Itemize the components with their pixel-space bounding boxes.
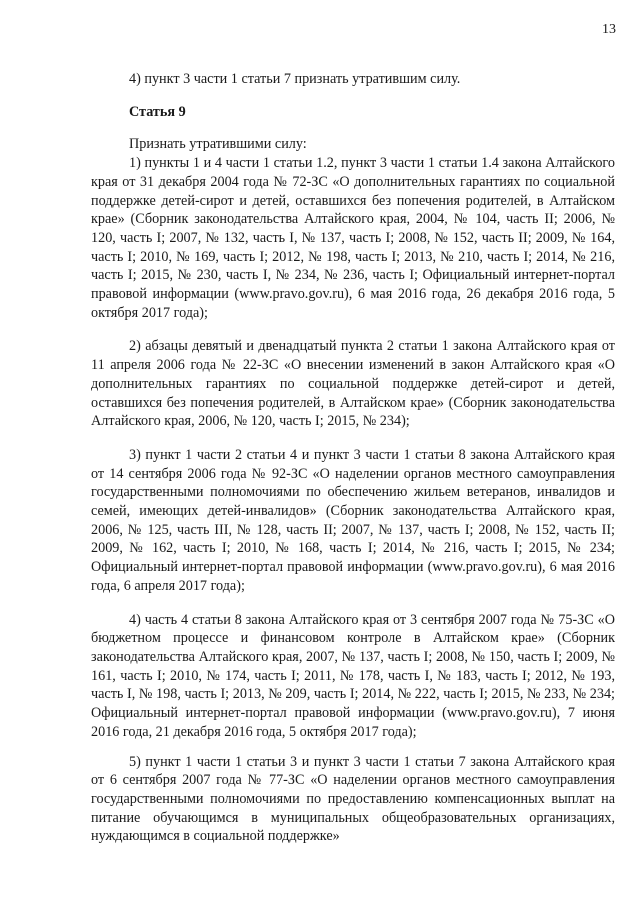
list-item-1: 1) пункты 1 и 4 части 1 статьи 1.2, пункт 3 части 1 статьи 1.4 закона Алтайского края от 31 декабря 2004 года № 72-ЗС «О дополнительных гарантиях по социальной поддержке детей-сирот и детей, оставшихся без попечения родителей, в Алтайском крае» (Сборник законодательства Алтайского края, 2004, № 104, часть II; 2006, № 120, часть I; 2007, № 132, часть I, № 137, часть I; 2008, № 152, часть II; 2009, № 164, часть I; 2010, № 169, часть I; 2012, № 198, часть I; 2013, № 210, часть I; 2014, № 216, часть I; 2015, № 230, часть I, № 234, № 236, часть I; Официальный интернет-портал правовой информации (www.pravo.gov.ru), 6 мая 2016 года, 26 декабря 2016 года, 5 октября 2017 года); — [91, 155, 615, 321]
list-item-4: 4) часть 4 статьи 8 закона Алтайского края от 3 сентября 2007 года № 75-ЗС «О бюджетном процессе и финансовом контроле в Алтайском крае» (Сборник законодательства Алтайского края, 2007, № 137, часть I; 2008, № 150, часть I; 2009, № 161, часть I; 2010, № 174, часть I; 2011, № 178, часть I, № 183, часть I; 2012, № 193, часть I, № 198, часть I; 2013, № 209, часть I; 2014, № 222, часть I; 2015, № 233, № 234; Официальный интернет-портал правовой информации (www.pravo.gov.ru), 7 июня 2016 года, 21 декабря 2016 года, 5 октября 2017 года); — [91, 611, 615, 740]
list-item-5: 5) пункт 1 части 1 статьи 3 и пункт 3 части 1 статьи 7 закона Алтайского края от 6 сентября 2007 года № 77-ЗС «О наделении органов местного самоуправления государственными полномочиями по предоставлению компенсационных выплат на питание обучающимся в муниципальных общеобразовательных организациях, нуждающимся в социальной поддержке» — [91, 753, 615, 845]
list-item-3: 3) пункт 1 части 2 статьи 4 и пункт 3 части 1 статьи 8 закона Алтайского края от 14 сентября 2006 года № 92-ЗС «О наделении органов местного самоуправления государственными полномочиями по обеспечению жильем ветеранов, инвалидов и семей, имеющих детей-инвалидов» (Сборник законодательства Алтайского края, 2006, № 125, часть III, № 128, часть II; 2007, № 137, часть I; 2008, № 152, часть II; 2009, № 162, часть I; 2010, № 168, часть I; 2014, № 216, часть I; 2015, № 234; Официальный интернет-портал правовой информации (www.pravo.gov.ru), 6 мая 2016 года, 6 апреля 2017 года); — [91, 446, 615, 594]
item-4-paragraph: 4) пункт 3 части 1 статьи 7 признать утратившим силу. — [129, 71, 461, 87]
list-item-2: 2) абзацы девятый и двенадцатый пункта 2 статьи 1 закона Алтайского края от 11 апреля 2006 года № 22-ЗС «О внесении изменений в закон Алтайского края «О дополнительных гарантиях по социальной поддержке детей-сирот и детей, оставшихся без попечения родителей, в Алтайском крае» (Сборник законодательства Алтайского края, 2006, № 120, часть I; 2015, № 234); — [91, 338, 615, 430]
document-body — [91, 70, 615, 846]
intro-paragraph: Признать утратившими силу: — [129, 136, 307, 153]
article-heading: Статья 9 — [129, 103, 186, 120]
page-number: 13 — [602, 22, 616, 37]
